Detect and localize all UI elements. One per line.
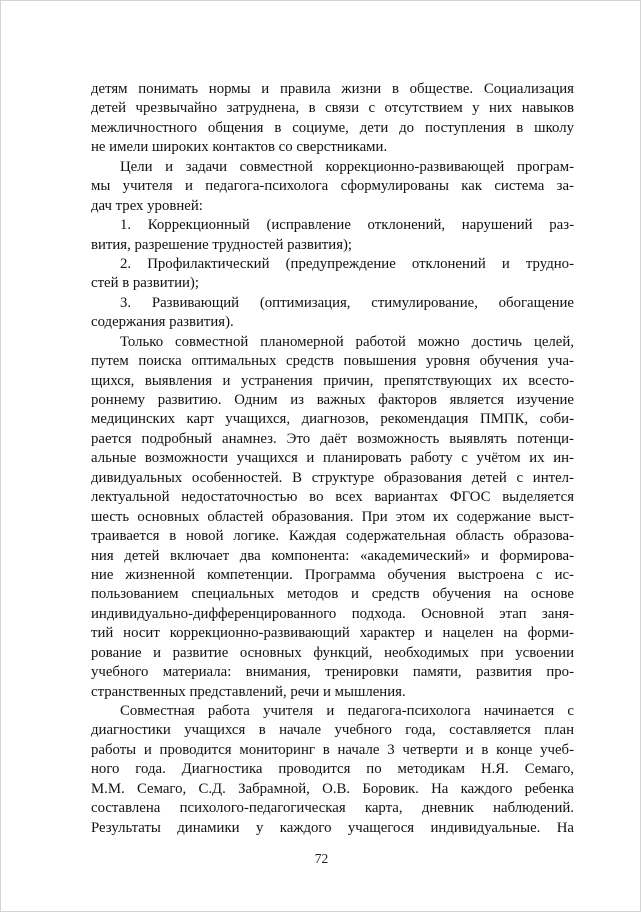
- text-line: альные возможности учащихся и планировать работу с учётом их ин-: [91, 450, 574, 467]
- text-line: шесть основных областей образования. При этом их содержание выст-: [91, 508, 574, 525]
- text-line: путем поиска оптимальных средств повышения уровня обучения уча-: [91, 353, 574, 370]
- text-line: ного года. Диагностика проводится по методикам Н.Я. Семаго,: [91, 761, 574, 778]
- text-line: детям понимать нормы и правила жизни в обществе. Социализация: [91, 81, 574, 97]
- text-line: детей чрезвычайно затруднена, в связи с отсутствием у них навыков: [91, 100, 574, 117]
- text-line: траивается в новой логике. Каждая содержательная область образова-: [91, 528, 574, 545]
- text-line: межличностного общения в социуме, дети до поступления в школу: [91, 119, 574, 136]
- text-line: не имели широких контактов со сверстниками.: [91, 139, 388, 156]
- text-line: дач трех уровней:: [91, 197, 203, 214]
- text-line: 2. Профилактический (предупреждение отклонений и трудно-: [120, 255, 574, 272]
- text-line: роннему развитию. Одним из важных факторов является изучение: [91, 392, 574, 408]
- text-line: рается подробный анамнез. Это даёт возможность выявлять потенци-: [91, 430, 574, 447]
- text-line: ние жизненной компетенции. Программа обучения выстроена с ис-: [91, 566, 574, 583]
- text-line: ния детей включает два компонента: «академический» и формирова-: [91, 547, 574, 564]
- page-number: 72: [314, 851, 329, 866]
- text-line: 1. Коррекционный (исправление отклонений, нарушений раз-: [120, 217, 574, 234]
- text-line: медицинских карт учащихся, диагнозов, рекомендация ПМПК, соби-: [91, 411, 574, 428]
- text-line: вития, разрешение трудностей развития);: [91, 236, 353, 253]
- text-line: пользованием специальных методов и средств обучения на основе: [91, 586, 574, 603]
- text-line: тий носит коррекционно-развивающий характер и нацелен на форми-: [91, 625, 574, 642]
- text-line: странственных представлений, речи и мышления.: [91, 683, 406, 700]
- text-line: дивидуальных особенностей. В структуре образования детей с интел-: [91, 469, 574, 486]
- text-line: содержания развития).: [91, 314, 234, 331]
- text-line: Совместная работа учителя и педагога-психолога начинается с: [120, 703, 574, 719]
- text-line: 3. Развивающий (оптимизация, стимулирование, обогащение: [120, 294, 574, 311]
- text-line: лектуальной недостаточностью во всех вариантах ФГОС выделяется: [91, 489, 574, 506]
- text-line: стей в развитии);: [91, 275, 199, 292]
- text-line: Результаты динамики у каждого учащегося индивидуальные. На: [91, 819, 574, 836]
- body-text: [91, 80, 574, 838]
- text-line: составлена психолого-педагогическая карта, дневник наблюдений.: [91, 800, 574, 817]
- text-line: щихся, выявления и устранения причин, препятствующих их всесто-: [91, 372, 574, 389]
- text-line: работы и проводится мониторинг в начале 3 четверти и в конце учеб-: [91, 741, 574, 758]
- text-line: Цели и задачи совместной коррекционно-развивающей програм-: [120, 158, 574, 175]
- text-line: Только совместной планомерной работой можно достичь целей,: [120, 333, 574, 350]
- text-line: индивидуально-дифференцированного подхода. Основной этап заня-: [91, 605, 574, 622]
- text-line: М.М. Семаго, С.Д. Забрамной, О.В. Боровик. На каждого ребенка: [91, 780, 574, 797]
- text-line: диагностики учащихся в начале учебного года, составляется план: [91, 722, 574, 739]
- text-line: учебного материала: внимания, тренировки памяти, развития про-: [91, 664, 574, 681]
- text-line: рование и развитие основных функций, необходимых при усвоении: [91, 644, 574, 661]
- text-line: мы учителя и педагога-психолога сформулированы как система за-: [91, 178, 574, 195]
